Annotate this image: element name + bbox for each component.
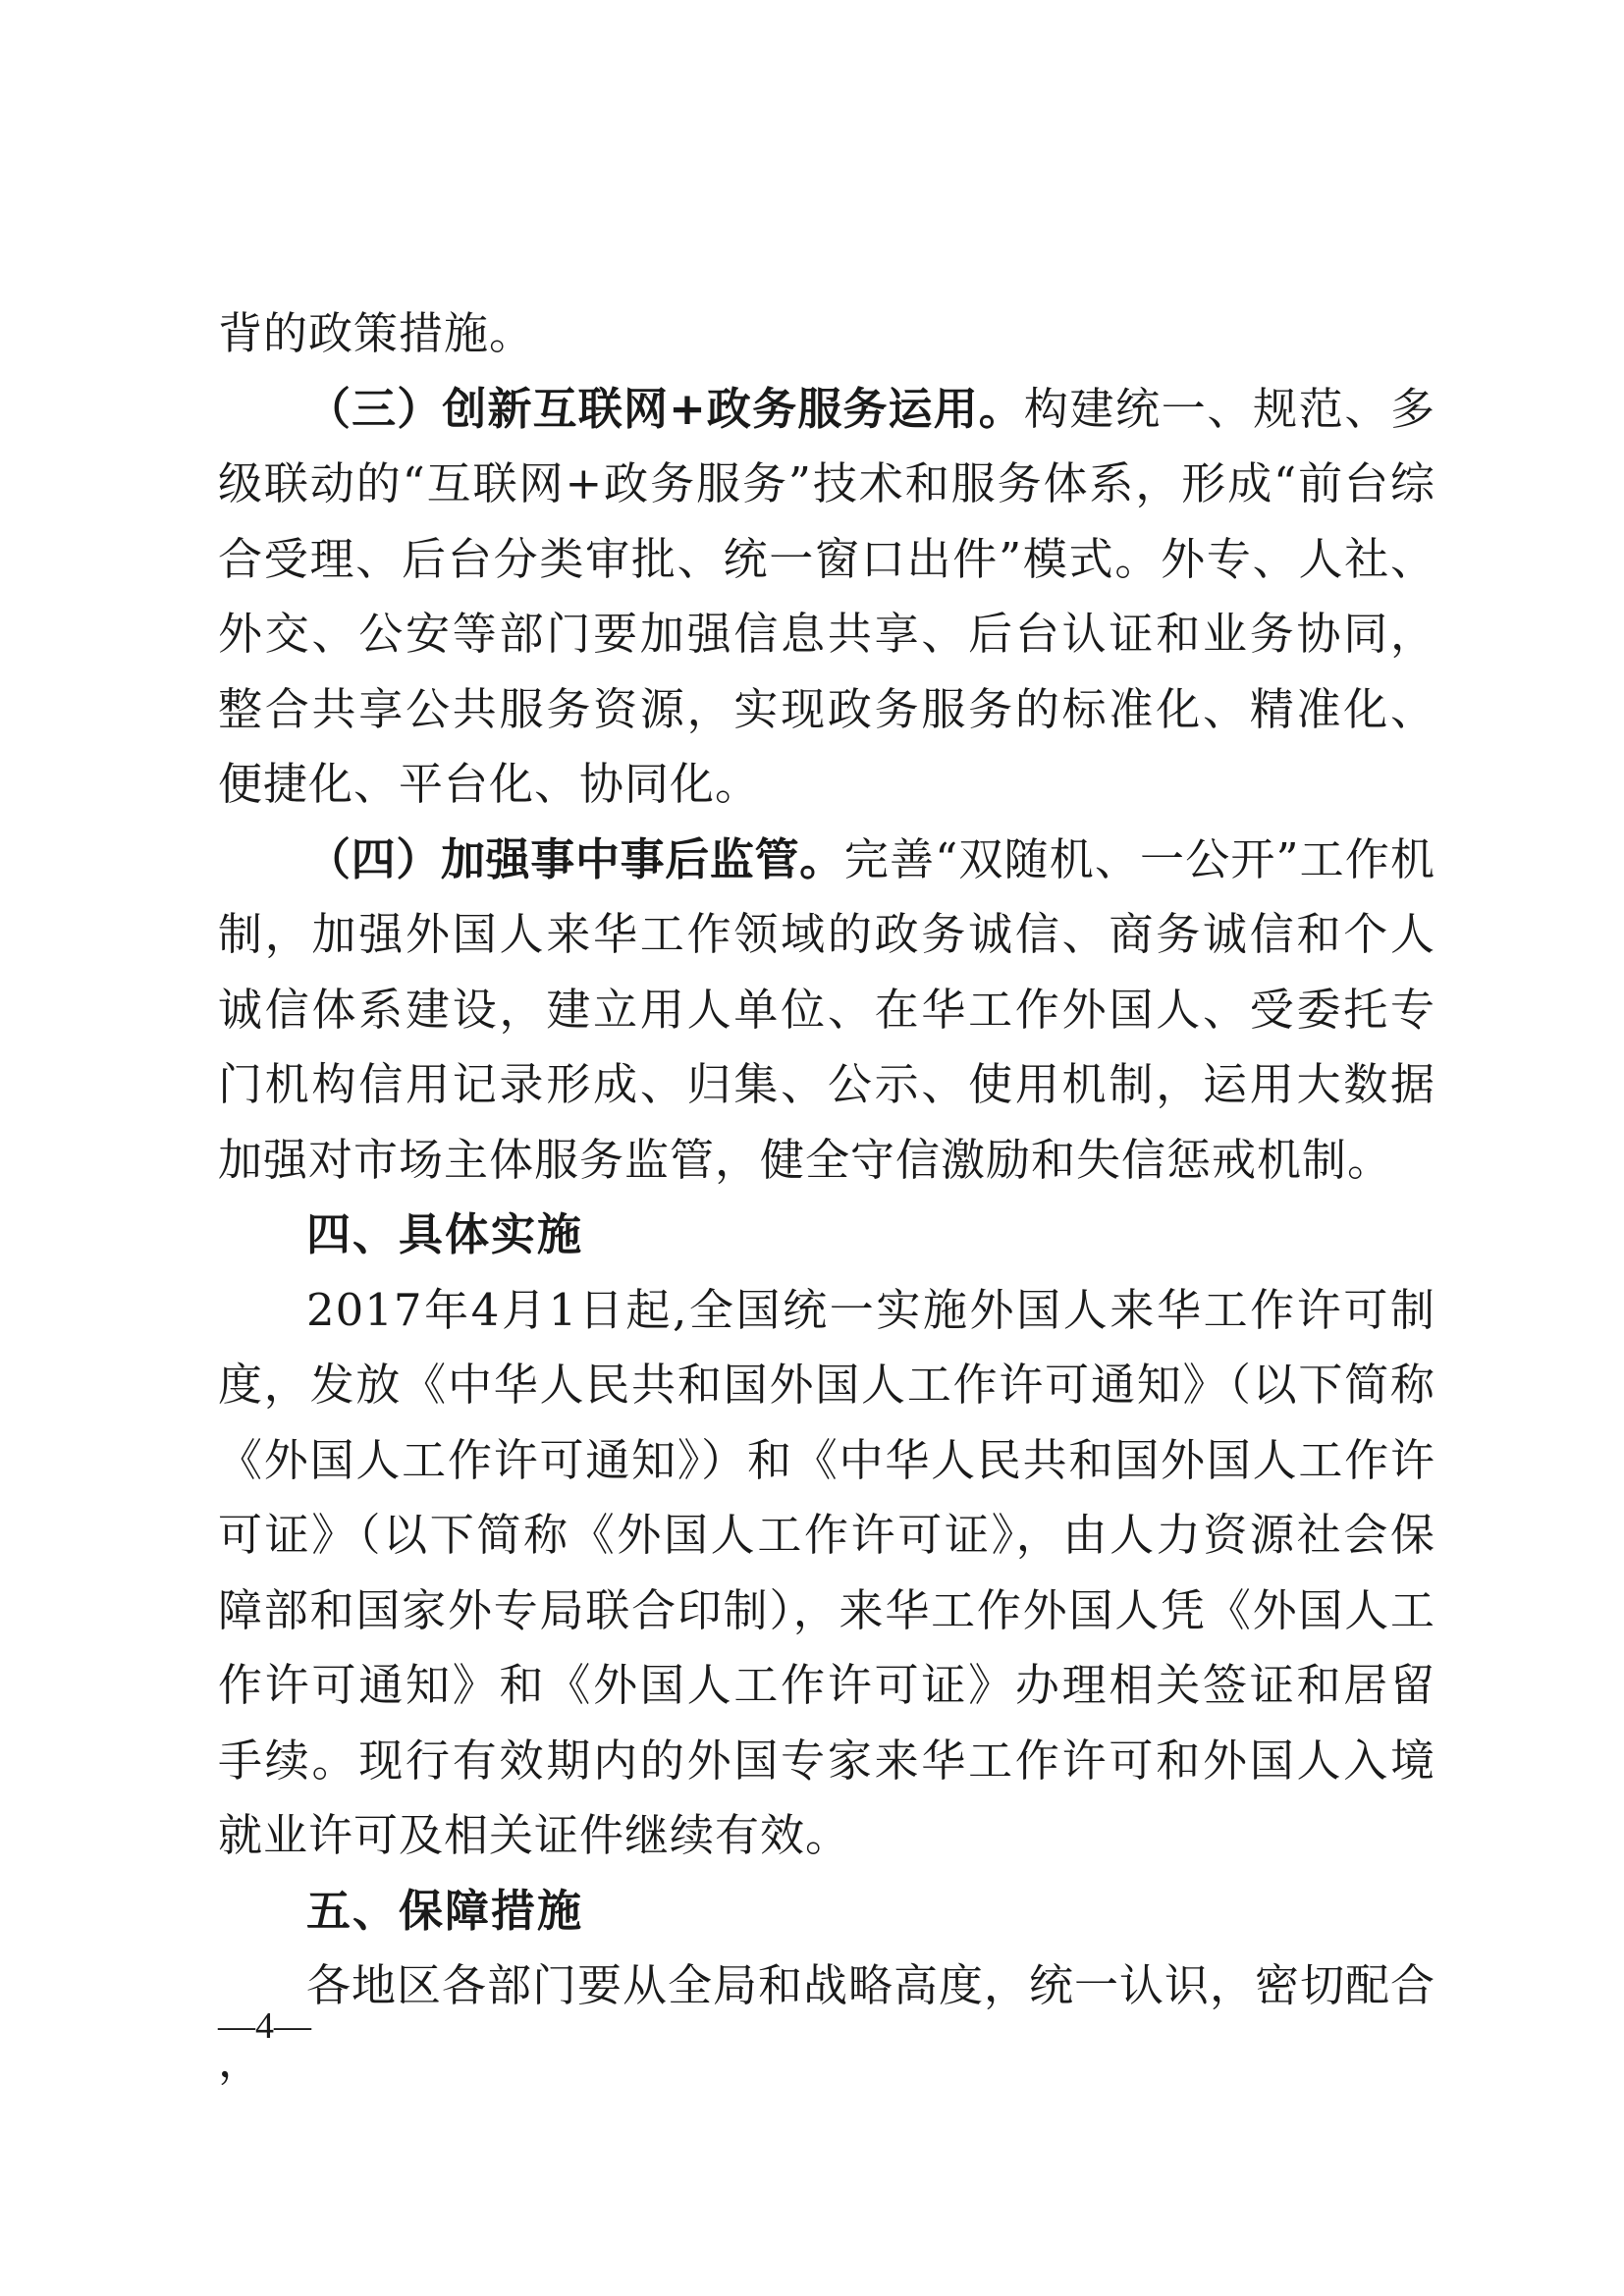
paragraph-safeguards (218, 1949, 1435, 2099)
paragraph-internet-government-services (218, 372, 1435, 823)
section-heading-safeguards: 五、保障措施 (306, 1884, 584, 1937)
subsection-title: （三）创新互联网+政务服务运用。 (306, 382, 1024, 435)
paragraph-text: 各地区各部门要从全局和战略高度，统一认识，密切配合， (218, 1959, 1436, 2087)
paragraph-supervision (218, 823, 1435, 1199)
paragraph-text: 构建统一、规范、多级联动的“互联网+政务服务”技术和服务体系，形成“前台综合受理、后台分类审批、统一窗口出件”模式。外专、人社、外交、公安等部门要加强信息共享、后台认证和业务协同，整合共享公共服务资源，实现政务服务的标准化、精准化、便捷化、平台化、协同化。 (218, 382, 1435, 810)
paragraph-text: 完善“双随机、一公开”工作机制，加强外国人来华工作领域的政务诚信、商务诚信和个人诚信体系建设，建立用人单位、在华工作外国人、受委托专门机构信用记录形成、归集、公示、使用机制，运用大数据加强对市场主体服务监管，健全守信激励和失信惩戒机制。 (218, 832, 1435, 1186)
page-number: —4— (218, 2005, 311, 2047)
paragraph-text: 背的政策措施。 (218, 307, 535, 359)
paragraph-text: 2017年4月1日起,全国统一实施外国人来华工作许可制度，发放《中华人民共和国外国人工作许可通知》（以下简称《外国人工作许可通知》）和《中华人民共和国外国人工作许可证》（以下简称《外国人工作许可证》，由人力资源社会保障部和国家外专局联合印制），来华工作外国人凭《外国人工作许可通知》和《外国人工作许可证》办理相关签证和居留手续。现行有效期内的外国专家来华工作许可和外国人入境就业许可及相关证件继续有效。 (218, 1283, 1435, 1861)
document-body (218, 296, 1435, 2099)
subsection-title: （四）加强事中事后监管。 (306, 832, 844, 885)
section-heading-implementation: 四、具体实施 (306, 1208, 584, 1260)
paragraph-continuation (218, 296, 1435, 372)
paragraph-implementation (218, 1273, 1435, 1874)
